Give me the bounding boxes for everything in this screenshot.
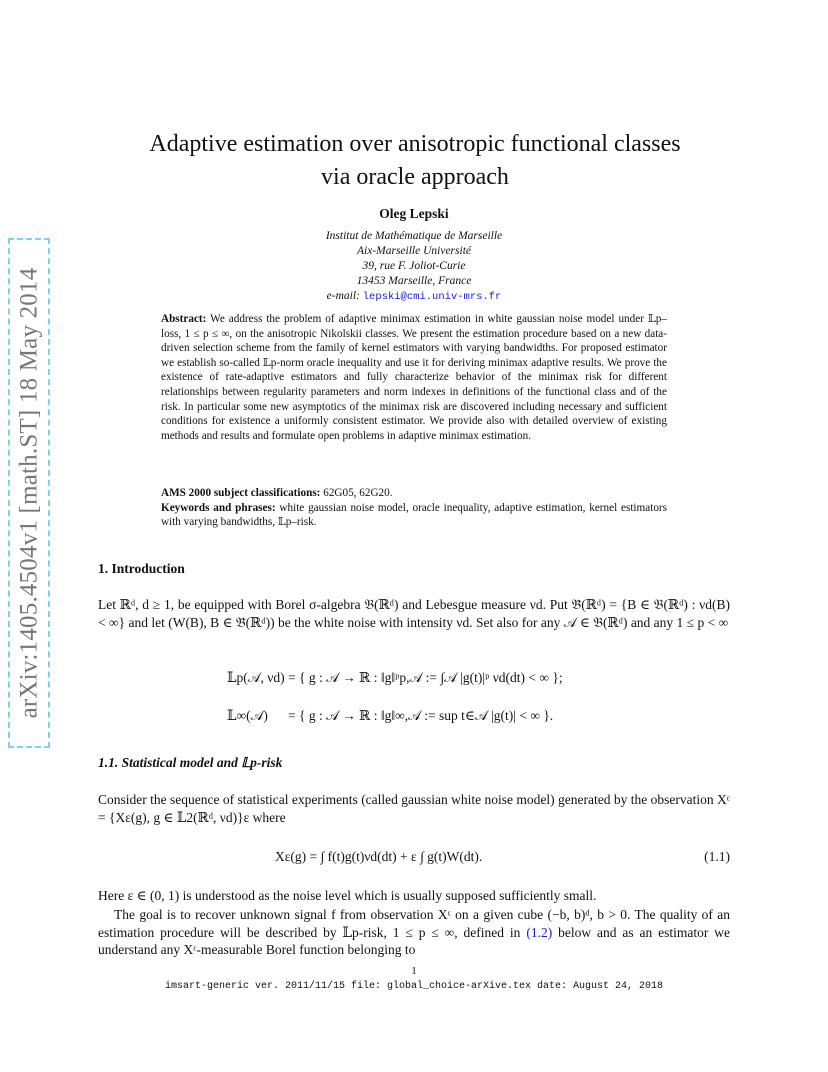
equation-number: (1.1) <box>704 849 730 864</box>
noise-level-paragraph: Here ε ∈ (0, 1) is understood as the noise level which is usually supposed sufficiently small. <box>98 888 597 903</box>
author-name: Oleg Lepski <box>379 206 449 221</box>
goal-text-start: The goal is to recover unknown signal f from observation Xᵋ on a given cube (−b, b)ᵈ, b > 0. The quality of an estimation procedure will be described by 𝕃p-risk, 1 ≤ p ≤ ∞, defined in <box>98 907 730 940</box>
ams-text: 62G05, 62G20. <box>323 487 393 499</box>
equation-lp-rhs: = { g : 𝒜 → ℝ : ‖g‖ᵖp,𝒜 := ∫𝒜 |g(t)|ᵖ νd(dt) < ∞ }; <box>288 670 563 685</box>
paper-title <box>60 128 770 194</box>
page-number: 1 <box>411 965 417 977</box>
arxiv-stamp <box>8 238 50 748</box>
equation-linf-rhs: = { g : 𝒜 → ℝ : ‖g‖∞,𝒜 := sup t∈𝒜 |g(t)| < ∞ }. <box>288 708 554 723</box>
classification-block <box>161 486 667 530</box>
affiliation-line-2: Aix-Marseille Université <box>356 245 471 257</box>
equation-model: Xε(g) = ∫ f(t)g(t)νd(dt) + ε ∫ g(t)W(dt). <box>275 849 483 864</box>
email-label: e-mail: <box>326 290 363 302</box>
page-footer: imsart-generic ver. 2011/11/15 file: global_choice-arXive.tex date: August 24, 2018 <box>164 981 664 992</box>
ams-label: AMS 2000 subject classifications: <box>161 487 321 499</box>
title-line-2: via oracle approach <box>321 164 509 190</box>
abstract-label: Abstract: <box>161 313 207 325</box>
equation-reference-link[interactable]: (1.2) <box>526 924 553 940</box>
model-paragraph: Consider the sequence of statistical experiments (called gaussian white noise model) generated by the observation Xᵋ = {Xε(g), g ∈ 𝕃2(ℝᵈ, νd)}ε where <box>98 792 730 825</box>
ams-line <box>161 486 667 501</box>
abstract-text: We address the problem of adaptive minimax estimation in white gaussian noise model under 𝕃p–loss, 1 ≤ p ≤ ∞, on the anisotropic Nikolskii classes. We present the estimation procedure based on a new data-driven selection scheme from the family of kernel estimators with varying bandwidths. For proposed estimator we establish so-called 𝕃p-norm oracle inequality and use it for deriving minimax adaptive results. We prove the existence of rate-adaptive estimators and fully characterize behavior of the minimax risk for different relationships between regularity parameters and norm indexes in definitions of the functional class and of the risk. In particular some new asymptotics of the minimax risk are discovered including necessary and sufficient conditions for existence a uniformly consistent estimator. We provide also with detailed overview of existing methods and results and formulate open problems in adaptive minimax estimation. <box>161 313 667 442</box>
abstract <box>161 312 667 443</box>
affiliation-line-1: Institut de Mathématique de Marseille <box>325 230 503 242</box>
affiliation <box>0 229 828 305</box>
section-heading-introduction: 1. Introduction <box>98 561 185 576</box>
email-line <box>0 289 828 305</box>
title-line-1: Adaptive estimation over anisotropic functional classes <box>149 131 681 157</box>
keywords-text: white gaussian noise model, oracle inequality, adaptive estimation, kernel estimators with varying bandwidths, 𝕃p–risk. <box>161 501 667 529</box>
affiliation-line-3: 39, rue F. Joliot-Curie <box>362 260 466 272</box>
equation-linf-lhs: 𝕃∞(𝒜) <box>227 708 268 723</box>
goal-text-end: below and as an estimator we understand any Xᵋ-measurable Borel function belonging to <box>98 924 731 957</box>
arxiv-id: arXiv:1405.4504v1 [math.ST] 18 May 2014 <box>15 267 42 719</box>
goal-paragraph <box>98 906 730 959</box>
keywords-line <box>161 501 667 530</box>
keywords-label: Keywords and phrases: <box>161 501 276 514</box>
equation-lp-lhs: 𝕃p(𝒜, νd) <box>227 670 285 685</box>
email-link[interactable]: lepski@cmi.univ-mrs.fr <box>362 291 502 303</box>
intro-paragraph: Let ℝᵈ, d ≥ 1, be equipped with Borel σ-algebra 𝔅(ℝᵈ) and Lebesgue measure νd. Put 𝔅̃(ℝᵈ) = {B ∈ 𝔅(ℝᵈ) : νd(B) < ∞} and let (W(B), B ∈ 𝔅̃(ℝᵈ)) be the white noise with intensity νd. Set also for any 𝒜 ∈ 𝔅(ℝᵈ) and any 1 ≤ p < ∞ <box>98 597 730 630</box>
subsection-heading: 1.1. Statistical model and 𝕃p-risk <box>98 755 283 770</box>
affiliation-line-4: 13453 Marseille, France <box>356 275 472 287</box>
